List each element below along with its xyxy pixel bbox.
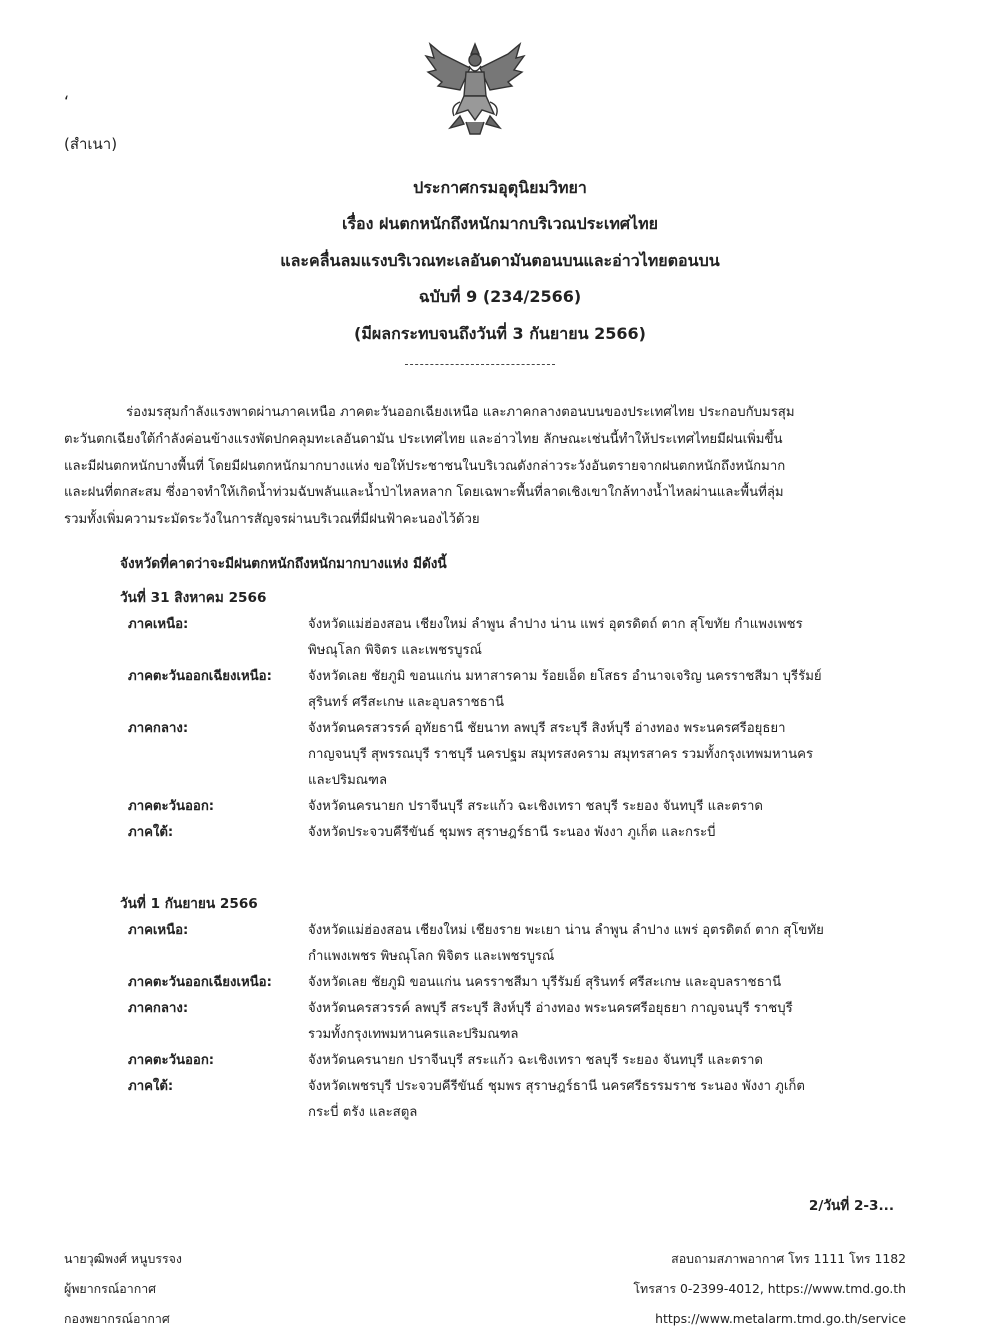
body-line: ร่องมรสุมกำลังแรงพาดผ่านภาคเหนือ ภาคตะวันออกเฉียงเหนือ และภาคกลางตอนบนของประเทศไทย ประกอบกับมรสุม (126, 405, 795, 420)
forecaster-name: นายวุฒิพงศ์ หนูบรรจง (64, 1251, 182, 1266)
contact-info (633, 1244, 906, 1334)
forecaster-signature (64, 1244, 182, 1334)
contact-fax-website: โทรสาร 0-2399-4012, https://www.tmd.go.th (633, 1281, 906, 1296)
region-provinces (308, 1048, 900, 1074)
garuda-emblem-svg (420, 36, 530, 140)
forecast-heading: จังหวัดที่คาดว่าจะมีฝนตกหนักถึงหนักมากบางแห่ง มีดังนี้ (120, 556, 447, 572)
stray-mark: ‘ (64, 92, 70, 111)
region-provinces (308, 820, 900, 846)
region-row (120, 918, 900, 970)
province-line: จังหวัดนครนายก ปราจีนบุรี สระแก้ว ฉะเชิงเทรา ชลบุรี ระยอง จันทบุรี และตราด (308, 799, 763, 814)
region-row (120, 996, 900, 1048)
region-provinces (308, 664, 900, 716)
region-provinces (308, 794, 900, 820)
region-label: ภาคตะวันออกเฉียงเหนือ: (128, 669, 272, 684)
region-label: ภาคกลาง: (128, 721, 189, 736)
province-line: จังหวัดประจวบคีรีขันธ์ ชุมพร สุราษฎร์ธานี ระนอง พังงา ภูเก็ต และกระบี่ (308, 825, 716, 840)
region-label: ภาคตะวันออกเฉียงเหนือ: (128, 975, 272, 990)
region-provinces (308, 1074, 900, 1126)
body-line: และมีฝนตกหนักบางพื้นที่ โดยมีฝนตกหนักมากบางแห่ง ขอให้ประชาชนในบริเวณดังกล่าวระวังอันตรายจากฝนตกหนักถึงหนักมาก (64, 458, 786, 474)
province-line: กระบี่ ตรัง และสตูล (308, 1105, 418, 1120)
region-label: ภาคกลาง: (128, 1001, 189, 1016)
region-label: ภาคตะวันออก: (128, 1053, 215, 1068)
province-line: กำแพงเพชร พิษณุโลก พิจิตร และเพชรบูรณ์ (308, 949, 555, 964)
region-label: ภาคเหนือ: (128, 617, 189, 632)
region-row (120, 794, 900, 820)
region-provinces (308, 918, 900, 970)
province-line: จังหวัดแม่ฮ่องสอน เชียงใหม่ เชียงราย พะเยา น่าน ลำพูน ลำปาง แพร่ อุตรดิตถ์ ตาก สุโขทัย (308, 923, 824, 938)
region-label: ภาคใต้: (128, 825, 174, 840)
region-row (120, 1074, 900, 1126)
region-row (120, 970, 900, 996)
province-line: กาญจนบุรี สุพรรณบุรี ราชบุรี นครปฐม สมุทรสงคราม สมุทรสาคร รวมทั้งกรุงเทพมหานคร (308, 747, 814, 762)
body-line: ตะวันตกเฉียงใต้กำลังค่อนข้างแรงพัดปกคลุมทะเลอันดามัน ประเทศไทย และอ่าวไทย ลักษณะเช่นนี้ทำให้ประเทศไทยมีฝนเพิ่มขึ้น (64, 431, 783, 447)
garuda-emblem-icon (420, 36, 530, 140)
province-line: จังหวัดเลย ชัยภูมิ ขอนแก่น นครราชสีมา บุรีรัมย์ สุรินทร์ ศรีสะเกษ และอุบลราชธานี (308, 975, 782, 990)
province-line: จังหวัดเลย ชัยภูมิ ขอนแก่น มหาสารคาม ร้อยเอ็ด ยโสธร อำนาจเจริญ นครราชสีมา บุรีรัมย์ (308, 669, 822, 684)
announcement-title (0, 170, 1000, 352)
title-line: และคลื่นลมแรงบริเวณทะเลอันดามันตอนบนและอ่าวไทยตอนบน (280, 250, 720, 270)
province-line: จังหวัดนครสวรรค์ อุทัยธานี ชัยนาท ลพบุรี สระบุรี สิงห์บุรี อ่างทอง พระนครศรีอยุธยา (308, 721, 786, 736)
title-line: (มีผลกระทบจนถึงวันที่ 3 กันยายน 2566) (354, 323, 646, 343)
contact-phone: สอบถามสภาพอากาศ โทร 1111 โทร 1182 (671, 1251, 906, 1266)
region-label: ภาคเหนือ: (128, 923, 189, 938)
forecast-day (120, 584, 900, 846)
title-line: เรื่อง ฝนตกหนักถึงหนักมากบริเวณประเทศไทย (341, 214, 659, 234)
province-line: จังหวัดนครนายก ปราจีนบุรี สระแก้ว ฉะเชิงเทรา ชลบุรี ระยอง จันทบุรี และตราด (308, 1053, 763, 1068)
province-line: จังหวัดเพชรบุรี ประจวบคีรีขันธ์ ชุมพร สุราษฎร์ธานี นครศรีธรรมราช ระนอง พังงา ภูเก็ต (308, 1079, 805, 1094)
province-line: จังหวัดนครสวรรค์ ลพบุรี สระบุรี สิงห์บุรี อ่างทอง พระนครศรีอยุธยา กาญจนบุรี ราชบุรี (308, 1001, 793, 1016)
region-row (120, 820, 900, 846)
region-row (120, 1048, 900, 1074)
contact-service-url: https://www.metalarm.tmd.go.th/service (655, 1311, 906, 1326)
announcement-body (64, 400, 936, 534)
title-line: ประกาศกรมอุตุนิยมวิทยา (413, 178, 587, 197)
forecaster-division: กองพยากรณ์อากาศ (64, 1311, 170, 1326)
region-provinces (308, 970, 900, 996)
forecast-date: วันที่ 1 กันยายน 2566 (120, 896, 258, 912)
region-label: ภาคตะวันออก: (128, 799, 215, 814)
body-line: รวมทั้งเพิ่มความระมัดระวังในการสัญจรผ่านบริเวณที่มีฝนฟ้าคะนองไว้ด้วย (64, 512, 480, 528)
body-line: และฝนที่ตกสะสม ซึ่งอาจทำให้เกิดน้ำท่วมฉับพลันและน้ำป่าไหลหลาก โดยเฉพาะพื้นที่ลาดเชิงเขาใกล้ทางน้ำไหลผ่านและพื้นที่ลุ่ม (64, 485, 784, 501)
province-line: และปริมณฑล (308, 773, 388, 788)
page-continuation: 2/วันที่ 2-3... (808, 1198, 894, 1214)
forecast-day (120, 890, 900, 1126)
province-line: สุรินทร์ ศรีสะเกษ และอุบลราชธานี (308, 695, 505, 710)
province-line: พิษณุโลก พิจิตร และเพชรบูรณ์ (308, 643, 482, 658)
region-provinces (308, 996, 900, 1048)
region-row (120, 612, 900, 664)
region-label: ภาคใต้: (128, 1079, 174, 1094)
region-provinces (308, 612, 900, 664)
title-line: ฉบับที่ 9 (234/2566) (418, 287, 582, 307)
province-line: รวมทั้งกรุงเทพมหานครและปริมณฑล (308, 1027, 519, 1042)
region-row (120, 664, 900, 716)
region-row (120, 716, 900, 794)
forecast-date: วันที่ 31 สิงหาคม 2566 (120, 590, 267, 606)
title-divider (405, 364, 555, 365)
region-provinces (308, 716, 900, 794)
province-line: จังหวัดแม่ฮ่องสอน เชียงใหม่ ลำพูน ลำปาง น่าน แพร่ อุตรดิตถ์ ตาก สุโขทัย กำแพงเพชร (308, 617, 803, 632)
copy-tag: (สำเนา) (64, 135, 118, 153)
forecaster-position: ผู้พยากรณ์อากาศ (64, 1281, 157, 1296)
